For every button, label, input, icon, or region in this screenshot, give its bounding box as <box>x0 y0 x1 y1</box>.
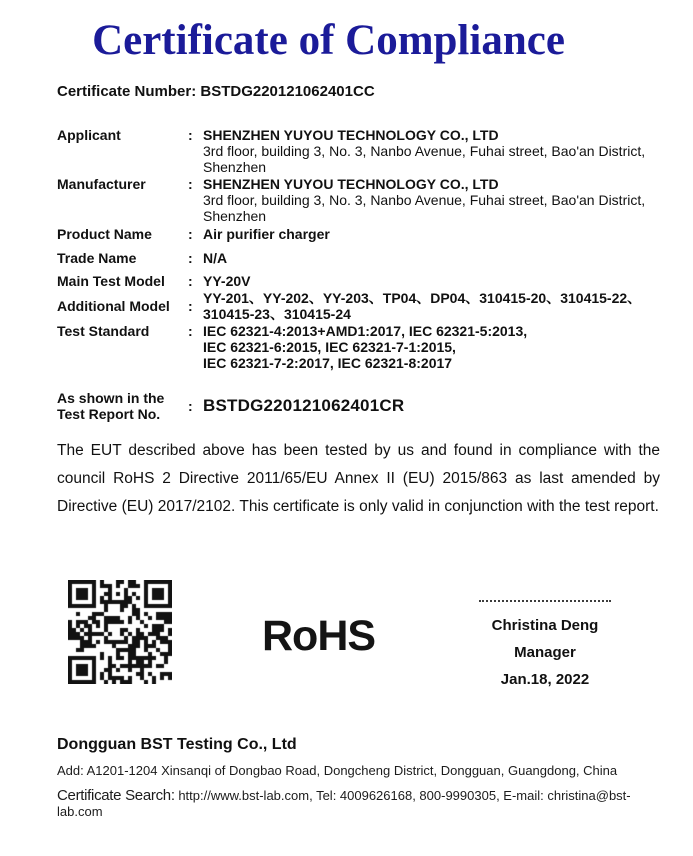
certificate-search-value: http://www.bst-lab.com, Tel: 4009626168, 800-9990305, E-mail: christina@bst-lab.com <box>57 788 631 819</box>
field-row-main-test-model <box>57 273 660 289</box>
manufacturer-company: SHENZHEN YUYOU TECHNOLOGY CO., LTD <box>203 176 499 192</box>
signatory-name: Christina Deng <box>491 617 599 634</box>
applicant-company: SHENZHEN YUYOU TECHNOLOGY CO., LTD <box>203 127 499 143</box>
bottom-row <box>0 580 693 693</box>
compliance-statement: The EUT described above has been tested by us and found in compliance with the council RoHS 2 Directive 2011/65/EU Annex II (EU) 2015/863 as last amended by Directive (EU) 2017/2102. This certificate is only valid in conjunction with the test report. <box>57 442 660 515</box>
field-row-trade-name <box>57 250 660 266</box>
applicant-address-line2: Shenzhen <box>203 159 267 175</box>
manufacturer-address-line1: 3rd floor, building 3, No. 3, Nanbo Avenue, Fuhai street, Bao'an District, <box>203 192 646 208</box>
page-title: Certificate of Compliance <box>92 17 565 64</box>
footer-company-name: Dongguan BST Testing Co., Ltd <box>57 736 297 753</box>
test-standard-line3: IEC 62321-7-2:2017, IEC 62321-8:2017 <box>203 355 453 371</box>
colon: : <box>188 273 193 289</box>
field-row-test-standard <box>57 323 660 371</box>
applicant-label: Applicant <box>57 127 121 143</box>
trade-name-label: Trade Name <box>57 250 137 266</box>
certificate-number-value: BSTDG220121062401CC <box>200 83 375 100</box>
applicant-value <box>203 127 660 175</box>
additional-model-line2: 310415-23、310415-24 <box>203 306 351 322</box>
colon: : <box>188 226 193 242</box>
certificate-number-label: Certificate Number: <box>57 83 197 100</box>
colon: : <box>188 250 193 266</box>
certificate-number-line <box>57 83 660 101</box>
applicant-address-line1: 3rd floor, building 3, No. 3, Nanbo Avenue, Fuhai street, Bao'an District, <box>203 143 646 159</box>
additional-model-line1: YY-201、YY-202、YY-203、TP04、DP04、310415-20、310415-22、 <box>203 290 642 306</box>
test-report-value: BSTDG220121062401CR <box>203 396 405 415</box>
product-name-value: Air purifier charger <box>203 226 330 242</box>
test-report-label-line2: Test Report No. <box>57 406 161 422</box>
certificate-fields <box>57 127 660 422</box>
signature-dotted-line <box>479 600 611 602</box>
rohs-logo: RoHS <box>262 612 376 660</box>
certificate-search-label: Certificate Search: <box>57 787 175 804</box>
field-row-applicant <box>57 127 660 175</box>
field-row-additional-model <box>57 290 660 322</box>
test-report-label <box>57 390 188 422</box>
manufacturer-label: Manufacturer <box>57 176 146 192</box>
manufacturer-address-line2: Shenzhen <box>203 208 267 224</box>
test-standard-label: Test Standard <box>57 323 150 339</box>
field-row-manufacturer <box>57 176 660 224</box>
colon: : <box>188 127 193 143</box>
test-standard-value <box>203 323 660 371</box>
qr-code <box>68 580 172 684</box>
signature-block <box>439 580 651 693</box>
trade-name-value: N/A <box>203 250 228 266</box>
colon: : <box>188 323 193 339</box>
test-standard-line1: IEC 62321-4:2013+AMD1:2017, IEC 62321-5:2013, <box>203 323 528 339</box>
footer <box>57 735 660 820</box>
colon: : <box>188 398 193 414</box>
footer-search-line <box>57 788 660 820</box>
signature-date: Jan.18, 2022 <box>500 671 590 688</box>
test-standard-line2: IEC 62321-6:2015, IEC 62321-7-1:2015, <box>203 339 456 355</box>
test-report-label-line1: As shown in the <box>57 390 165 406</box>
colon: : <box>188 298 193 314</box>
manufacturer-value <box>203 176 660 224</box>
field-row-product-name <box>57 226 660 242</box>
additional-model-value <box>203 290 660 322</box>
main-test-model-label: Main Test Model <box>57 273 165 289</box>
additional-model-label: Additional Model <box>57 298 170 314</box>
product-name-label: Product Name <box>57 226 152 242</box>
signatory-title: Manager <box>514 644 576 661</box>
colon: : <box>188 176 193 192</box>
field-row-test-report <box>57 390 660 422</box>
main-test-model-value: YY-20V <box>203 273 251 289</box>
footer-address: Add: A1201-1204 Xinsanqi of Dongbao Road, Dongcheng District, Dongguan, Guangdong, China <box>57 763 618 778</box>
